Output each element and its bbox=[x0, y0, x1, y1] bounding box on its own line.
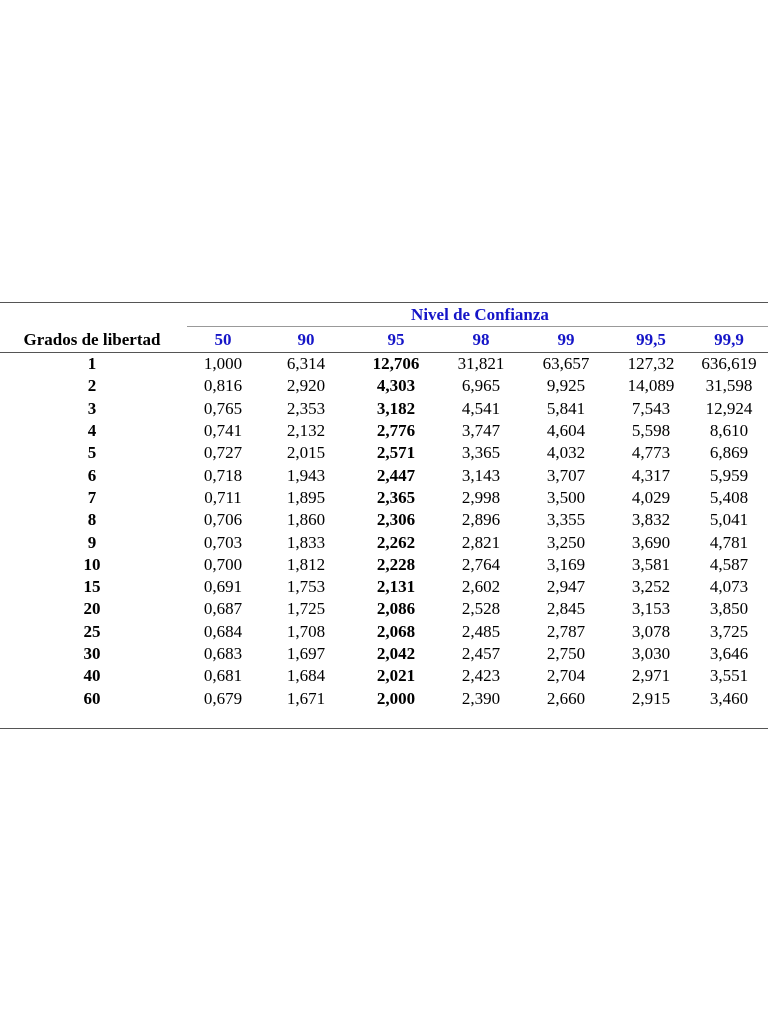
value-cell: 3,690 bbox=[631, 532, 671, 552]
value-cell: 2,353 bbox=[286, 398, 326, 418]
value-cell: 2,787 bbox=[546, 621, 586, 641]
value-cell: 2,998 bbox=[461, 487, 501, 507]
value-cell: 3,832 bbox=[631, 510, 671, 530]
value-cell: 3,707 bbox=[546, 465, 586, 485]
df-cell: 1 bbox=[87, 354, 97, 374]
value-cell: 1,725 bbox=[286, 599, 326, 619]
value-cell: 1,943 bbox=[286, 465, 326, 485]
value-cell: 4,773 bbox=[631, 443, 671, 463]
value-cell: 2,896 bbox=[461, 510, 501, 530]
table-row bbox=[0, 398, 768, 420]
value-cell: 2,764 bbox=[461, 554, 501, 574]
value-cell: 4,317 bbox=[631, 465, 671, 485]
df-cell: 20 bbox=[83, 599, 101, 619]
value-cell: 0,684 bbox=[203, 621, 243, 641]
value-cell: 4,781 bbox=[709, 532, 749, 552]
value-cell: 1,753 bbox=[286, 577, 326, 597]
value-cell: 6,314 bbox=[286, 354, 326, 374]
value-cell: 1,000 bbox=[203, 354, 243, 374]
value-cell: 8,610 bbox=[709, 421, 749, 441]
value-cell: 4,073 bbox=[709, 577, 749, 597]
table-row bbox=[0, 353, 768, 376]
value-cell: 0,816 bbox=[203, 376, 243, 396]
value-cell: 0,718 bbox=[203, 465, 243, 485]
table-row bbox=[0, 643, 768, 665]
df-cell: 60 bbox=[83, 688, 101, 708]
value-cell: 0,687 bbox=[203, 599, 243, 619]
value-cell: 2,447 bbox=[376, 465, 416, 485]
df-cell: 10 bbox=[83, 554, 101, 574]
table-row bbox=[0, 531, 768, 553]
value-cell: 2,015 bbox=[286, 443, 326, 463]
value-cell: 1,684 bbox=[286, 666, 326, 686]
value-cell: 2,365 bbox=[376, 487, 416, 507]
value-cell: 31,821 bbox=[457, 354, 505, 374]
value-cell: 1,860 bbox=[286, 510, 326, 530]
table-row bbox=[0, 464, 768, 486]
value-cell: 2,262 bbox=[376, 532, 416, 552]
confidence-header: 99,5 bbox=[636, 329, 666, 349]
value-cell: 2,423 bbox=[461, 666, 501, 686]
value-cell: 2,920 bbox=[286, 376, 326, 396]
df-column-header: Grados de libertad bbox=[23, 329, 161, 349]
df-cell: 40 bbox=[83, 666, 101, 686]
t-distribution-table bbox=[0, 302, 768, 729]
value-cell: 2,947 bbox=[546, 577, 586, 597]
table-row bbox=[0, 420, 768, 442]
value-cell: 2,821 bbox=[461, 532, 501, 552]
value-cell: 5,959 bbox=[709, 465, 749, 485]
value-cell: 0,681 bbox=[203, 666, 243, 686]
table-row bbox=[0, 487, 768, 509]
value-cell: 0,700 bbox=[203, 554, 243, 574]
confidence-header: 99 bbox=[557, 329, 575, 349]
value-cell: 2,776 bbox=[376, 421, 416, 441]
value-cell: 4,604 bbox=[546, 421, 586, 441]
group-header-row bbox=[0, 303, 768, 327]
value-cell: 5,598 bbox=[631, 421, 671, 441]
value-cell: 5,841 bbox=[546, 398, 586, 418]
value-cell: 3,850 bbox=[709, 599, 749, 619]
value-cell: 2,390 bbox=[461, 688, 501, 708]
table-row bbox=[0, 375, 768, 397]
value-cell: 2,228 bbox=[376, 554, 416, 574]
value-cell: 3,153 bbox=[631, 599, 671, 619]
value-cell: 2,021 bbox=[376, 666, 416, 686]
table-row bbox=[0, 554, 768, 576]
value-cell: 2,042 bbox=[376, 644, 416, 663]
value-cell: 2,485 bbox=[461, 621, 501, 641]
table-body bbox=[0, 353, 768, 710]
confidence-header: 98 bbox=[472, 329, 490, 349]
value-cell: 2,571 bbox=[376, 443, 416, 463]
confidence-header: 99,9 bbox=[714, 329, 744, 349]
value-cell: 4,541 bbox=[461, 398, 501, 418]
value-cell: 3,747 bbox=[461, 421, 501, 441]
group-title: Nivel de Confianza bbox=[411, 305, 549, 324]
value-cell: 0,691 bbox=[203, 577, 243, 597]
value-cell: 1,708 bbox=[286, 621, 326, 641]
value-cell: 3,646 bbox=[709, 644, 749, 663]
value-cell: 3,355 bbox=[546, 510, 586, 530]
value-cell: 2,132 bbox=[286, 421, 326, 441]
value-cell: 0,765 bbox=[203, 398, 243, 418]
value-cell: 31,598 bbox=[705, 376, 753, 396]
value-cell: 2,750 bbox=[546, 644, 586, 663]
value-cell: 3,725 bbox=[709, 621, 749, 641]
value-cell: 3,252 bbox=[631, 577, 671, 597]
value-cell: 12,924 bbox=[705, 398, 753, 418]
column-header-row bbox=[0, 327, 768, 353]
confidence-header: 95 bbox=[387, 329, 405, 349]
value-cell: 2,000 bbox=[376, 688, 416, 708]
group-underline bbox=[187, 326, 768, 327]
value-cell: 4,032 bbox=[546, 443, 586, 463]
value-cell: 3,500 bbox=[546, 487, 586, 507]
value-cell: 3,078 bbox=[631, 621, 671, 641]
value-cell: 0,703 bbox=[203, 532, 243, 552]
value-cell: 1,671 bbox=[286, 688, 326, 708]
value-cell: 12,706 bbox=[372, 354, 420, 374]
df-cell: 3 bbox=[87, 398, 97, 418]
df-cell: 2 bbox=[87, 376, 97, 396]
table-row bbox=[0, 665, 768, 687]
df-cell: 30 bbox=[83, 644, 101, 663]
value-cell: 9,925 bbox=[546, 376, 586, 396]
value-cell: 127,32 bbox=[627, 354, 675, 374]
value-cell: 636,619 bbox=[701, 354, 757, 374]
value-cell: 5,408 bbox=[709, 487, 749, 507]
value-cell: 2,660 bbox=[546, 688, 586, 708]
df-cell: 5 bbox=[87, 443, 97, 463]
value-cell: 3,460 bbox=[709, 688, 749, 708]
value-cell: 2,971 bbox=[631, 666, 671, 686]
value-cell: 3,169 bbox=[546, 554, 586, 574]
value-cell: 3,250 bbox=[546, 532, 586, 552]
df-cell: 6 bbox=[87, 465, 97, 485]
value-cell: 4,587 bbox=[709, 554, 749, 574]
value-cell: 2,845 bbox=[546, 599, 586, 619]
value-cell: 3,182 bbox=[376, 398, 416, 418]
value-cell: 2,915 bbox=[631, 688, 671, 708]
value-cell: 0,679 bbox=[203, 688, 243, 708]
df-cell: 9 bbox=[87, 532, 97, 552]
confidence-header: 90 bbox=[297, 329, 315, 349]
value-cell: 0,741 bbox=[203, 421, 243, 441]
value-cell: 2,306 bbox=[376, 510, 416, 530]
value-cell: 0,683 bbox=[203, 644, 243, 663]
value-cell: 6,869 bbox=[709, 443, 749, 463]
df-cell: 8 bbox=[87, 510, 97, 530]
value-cell: 3,365 bbox=[461, 443, 501, 463]
df-cell: 7 bbox=[87, 487, 97, 507]
table-row bbox=[0, 442, 768, 464]
value-cell: 3,030 bbox=[631, 644, 671, 663]
table-row bbox=[0, 687, 768, 709]
bottom-rule bbox=[0, 728, 768, 729]
df-cell: 15 bbox=[83, 577, 101, 597]
value-cell: 1,812 bbox=[286, 554, 326, 574]
value-cell: 0,706 bbox=[203, 510, 243, 530]
table-row bbox=[0, 621, 768, 643]
value-cell: 1,833 bbox=[286, 532, 326, 552]
value-cell: 1,697 bbox=[286, 644, 326, 663]
table-row bbox=[0, 576, 768, 598]
value-cell: 4,303 bbox=[376, 376, 416, 396]
confidence-header: 50 bbox=[214, 329, 232, 349]
value-cell: 1,895 bbox=[286, 487, 326, 507]
value-cell: 63,657 bbox=[542, 354, 590, 374]
value-cell: 0,711 bbox=[204, 487, 242, 507]
value-cell: 6,965 bbox=[461, 376, 501, 396]
value-cell: 2,086 bbox=[376, 599, 416, 619]
data-table bbox=[0, 327, 768, 710]
value-cell: 2,068 bbox=[376, 621, 416, 641]
value-cell: 5,041 bbox=[709, 510, 749, 530]
value-cell: 7,543 bbox=[631, 398, 671, 418]
value-cell: 3,551 bbox=[709, 666, 749, 686]
df-cell: 25 bbox=[83, 621, 101, 641]
df-cell: 4 bbox=[87, 421, 97, 441]
value-cell: 0,727 bbox=[203, 443, 243, 463]
value-cell: 14,089 bbox=[627, 376, 675, 396]
value-cell: 2,602 bbox=[461, 577, 501, 597]
value-cell: 3,143 bbox=[461, 465, 501, 485]
table-row bbox=[0, 598, 768, 620]
value-cell: 2,457 bbox=[461, 644, 501, 663]
value-cell: 3,581 bbox=[631, 554, 671, 574]
value-cell: 2,528 bbox=[461, 599, 501, 619]
value-cell: 2,131 bbox=[376, 577, 416, 597]
table-row bbox=[0, 509, 768, 531]
value-cell: 4,029 bbox=[631, 487, 671, 507]
value-cell: 2,704 bbox=[546, 666, 586, 686]
